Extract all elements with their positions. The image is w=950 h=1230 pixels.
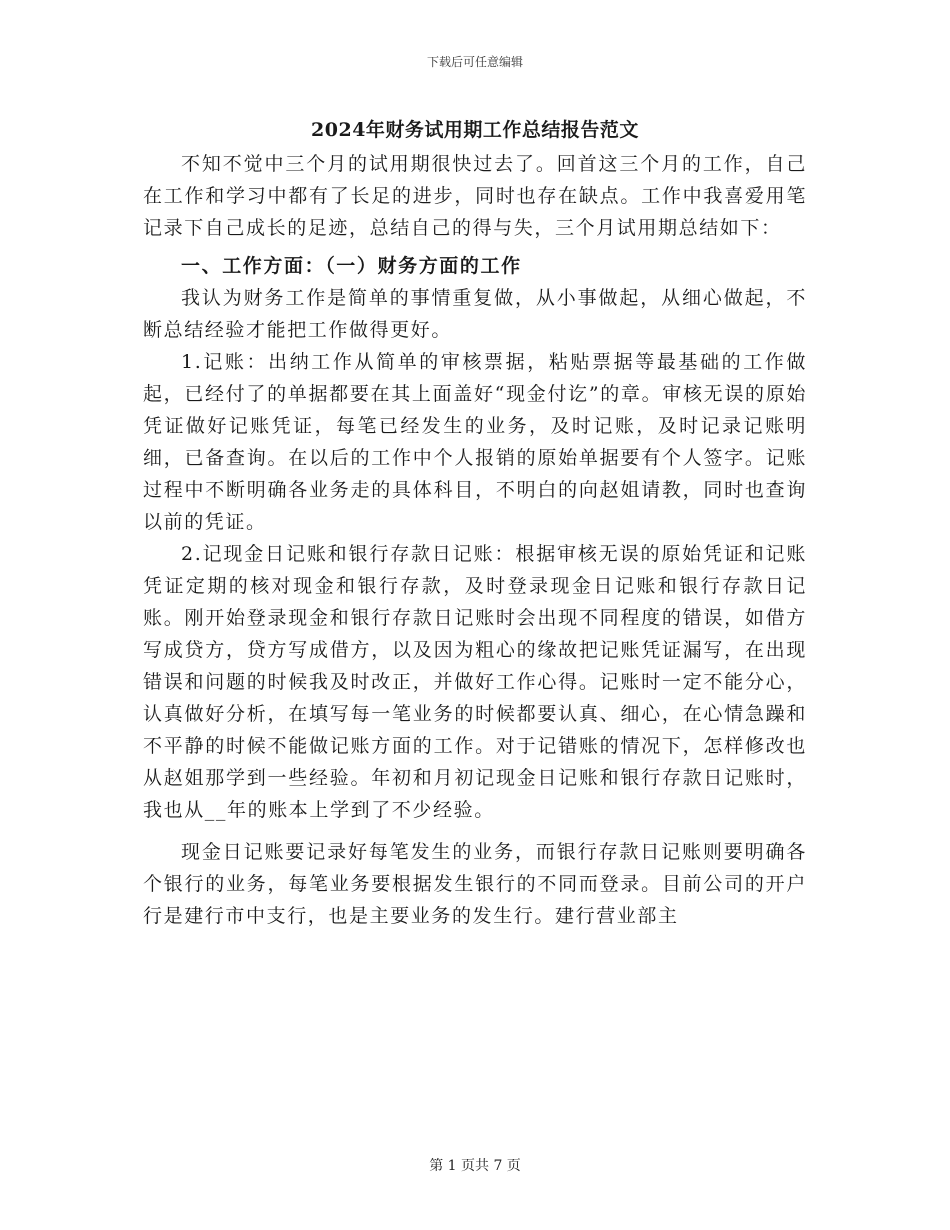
header-note: 下载后可任意编辑 xyxy=(426,55,523,69)
page-indicator: 第 1 页共 7 页 xyxy=(429,1158,521,1174)
paragraph-principle: 我认为财务工作是简单的事情重复做，从小事做起，从细心做起，不断总结经验才能把工作做得更好。 xyxy=(143,287,807,341)
paragraph-bank-journal: 现金日记账要记录好每笔发生的业务，而银行存款日记账则要明确各个银行的业务，每笔业务要根据发生银行的不同而登录。目前公司的开户行是建行市中支行，也是主要业务的发生行。建行营业部主 xyxy=(143,841,807,927)
document-body xyxy=(143,148,807,932)
section-heading: 一、工作方面：（一）财务方面的工作 xyxy=(181,255,522,277)
paragraph-bookkeeping: 1.记账：出纳工作从简单的审核票据，粘贴票据等最基础的工作做起，已经付了的单据都要在其上面盖好“现金付讫”的章。审核无误的原始凭证做好记账凭证，每笔已经发生的业务，及时记账，及时记录记账明细，已备查询。在以后的工作中个人报销的原始单据要有个人签字。记账过程中不断明确各业务走的具体科目，不明白的向赵姐请教，同时也查询以前的凭证。 xyxy=(143,351,807,533)
document-title: 2024年财务试用期工作总结报告范文 xyxy=(311,119,639,141)
paragraph-intro: 不知不觉中三个月的试用期很快过去了。回首这三个月的工作，自己在工作和学习中都有了长足的进步，同时也存在缺点。工作中我喜爱用笔记录下自己成长的足迹，总结自己的得与失，三个月试用期总结如下： xyxy=(143,153,807,239)
paragraph-cash-journal: 2.记现金日记账和银行存款日记账：根据审核无误的原始凭证和记账凭证定期的核对现金和银行存款，及时登录现金日记账和银行存款日记账。刚开始登录现金和银行存款日记账时会出现不同程度的错误，如借方写成贷方，贷方写成借方，以及因为粗心的缘故把记账凭证漏写，在出现错误和问题的时候我及时改正，并做好工作心得。记账时一定不能分心，认真做好分析，在填写每一笔业务的时候都要认真、细心，在心情急躁和不平静的时候不能做记账方面的工作。对于记错账的情况下，怎样修改也从赵姐那学到一些经验。年初和月初记现金日记账和银行存款日记账时，我也从__年的账本上学到了不少经验。 xyxy=(143,543,807,821)
